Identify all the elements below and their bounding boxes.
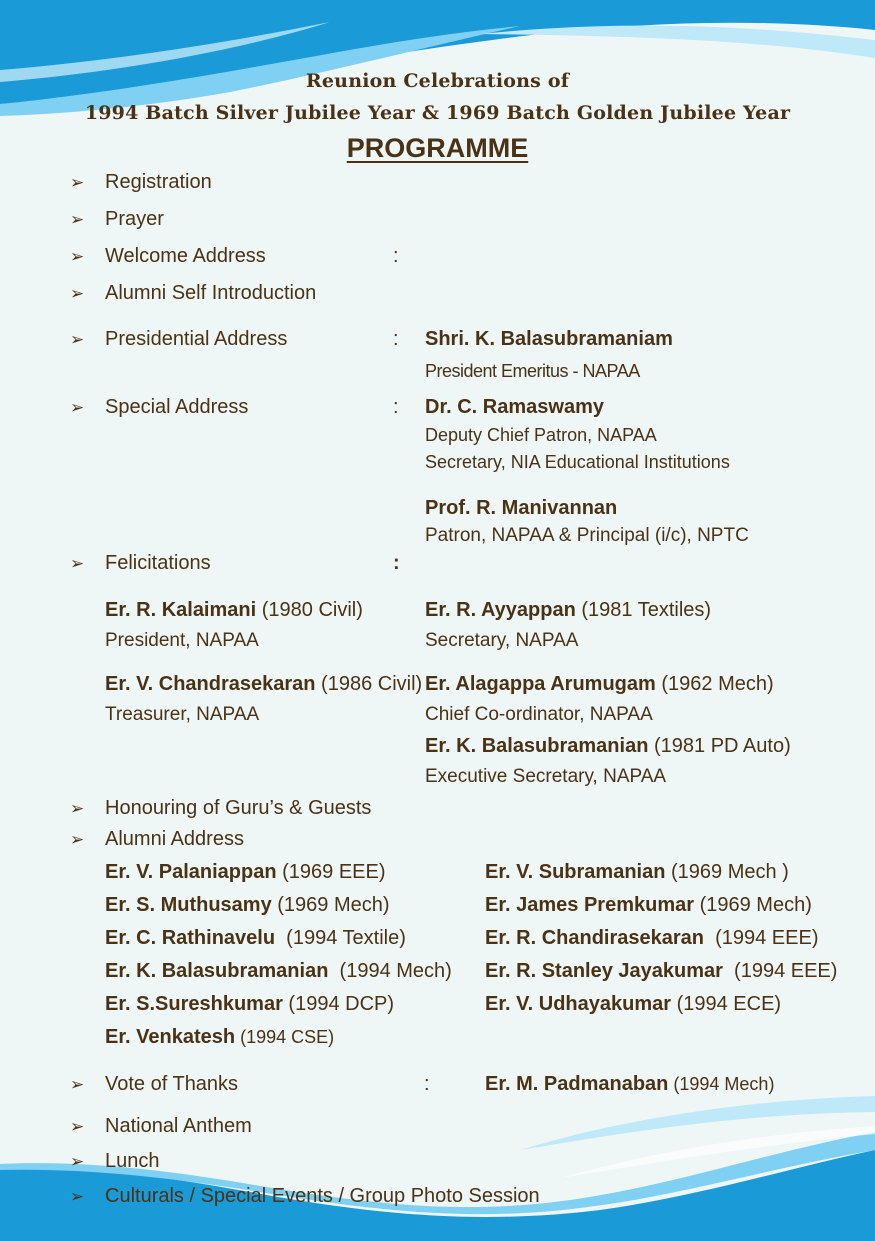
item-prayer: Prayer [105,208,164,230]
alumni-speaker: Er. Venkatesh (1994 CSE) [105,1026,335,1048]
alumni-speaker: Er. S. Muthusamy (1969 Mech) [105,894,390,916]
special-speaker-name: Prof. R. Manivannan [425,497,618,519]
felicitation-role: Secretary, NAPAA [425,630,579,651]
bullet-arrow-icon: ➢ [70,554,85,573]
item-honouring: Honouring of Guru’s & Guests [105,797,372,819]
bullet-arrow-icon: ➢ [70,284,85,303]
felicitation-role: Executive Secretary, NAPAA [425,766,667,787]
bullet-arrow-icon: ➢ [70,1187,85,1206]
alumni-speaker: Er. C. Rathinavelu (1994 Textile) [105,927,406,949]
vote-of-thanks-speaker: Er. M. Padmanaban (1994 Mech) [485,1073,775,1095]
bullet-arrow-icon: ➢ [70,830,85,849]
alumni-speaker: Er. S.Sureshkumar (1994 DCP) [105,993,395,1015]
item-presidential-address: Presidential Address [105,328,288,350]
bullet-arrow-icon: ➢ [70,210,85,229]
bullet-arrow-icon: ➢ [70,247,85,266]
presidential-speaker-role: President Emeritus - NAPAA [425,361,640,381]
alumni-speaker: Er. R. Stanley Jayakumar (1994 EEE) [485,960,838,982]
item-national-anthem: National Anthem [105,1115,252,1137]
bullet-arrow-icon: ➢ [70,173,85,192]
alumni-speaker: Er. V. Palaniappan (1969 EEE) [105,861,386,883]
bullet-arrow-icon: ➢ [70,330,85,349]
item-alumni-address: Alumni Address [105,828,244,850]
item-felicitations: Felicitations [105,552,211,574]
jubilee-subtitle: 1994 Batch Silver Jubilee Year & 1969 Batch Golden Jubilee Year [84,102,791,124]
presidential-speaker-name: Shri. K. Balasubramaniam [425,328,673,350]
item-culturals: Culturals / Special Events / Group Photo Session [105,1185,540,1207]
item-self-introduction: Alumni Self Introduction [105,282,317,304]
colon-separator: : [393,396,399,418]
item-lunch: Lunch [105,1150,160,1172]
item-registration: Registration [105,171,212,193]
special-speaker-role: Patron, NAPAA & Principal (i/c), NPTC [425,525,749,546]
felicitation-person: Er. K. Balasubramanian (1981 PD Auto) [425,735,791,757]
special-speaker-role: Secretary, NIA Educational Institutions [425,452,730,472]
alumni-speaker: Er. R. Chandirasekaran (1994 EEE) [485,927,819,949]
colon-separator: : [393,552,400,574]
alumni-speaker: Er. James Premkumar (1969 Mech) [485,894,812,916]
alumni-speaker: Er. V. Udhayakumar (1994 ECE) [485,993,782,1015]
felicitation-person: Er. R. Kalaimani (1980 Civil) [105,599,363,621]
bullet-arrow-icon: ➢ [70,398,85,417]
item-welcome-address: Welcome Address [105,245,266,267]
bullet-arrow-icon: ➢ [70,1075,85,1094]
felicitation-person: Er. Alagappa Arumugam (1962 Mech) [425,673,774,695]
alumni-speaker: Er. V. Subramanian (1969 Mech ) [485,861,789,883]
colon-separator: : [393,328,399,350]
felicitation-person: Er. V. Chandrasekaran (1986 Civil) [105,673,423,695]
colon-separator: : [393,245,399,267]
special-speaker-role: Deputy Chief Patron, NAPAA [425,425,657,445]
bullet-arrow-icon: ➢ [70,799,85,818]
colon-separator: : [424,1073,430,1095]
reunion-title: Reunion Celebrations of [305,70,570,92]
programme-heading: PROGRAMME [346,133,529,163]
felicitation-role: President, NAPAA [105,630,259,651]
felicitation-role: Chief Co-ordinator, NAPAA [425,704,653,725]
bullet-arrow-icon: ➢ [70,1152,85,1171]
special-speaker-name: Dr. C. Ramaswamy [425,396,604,418]
bullet-arrow-icon: ➢ [70,1117,85,1136]
item-special-address: Special Address [105,396,249,418]
felicitation-person: Er. R. Ayyappan (1981 Textiles) [425,599,712,621]
item-vote-of-thanks: Vote of Thanks [105,1073,239,1095]
alumni-speaker: Er. K. Balasubramanian (1994 Mech) [105,960,452,982]
felicitation-role: Treasurer, NAPAA [105,704,260,725]
